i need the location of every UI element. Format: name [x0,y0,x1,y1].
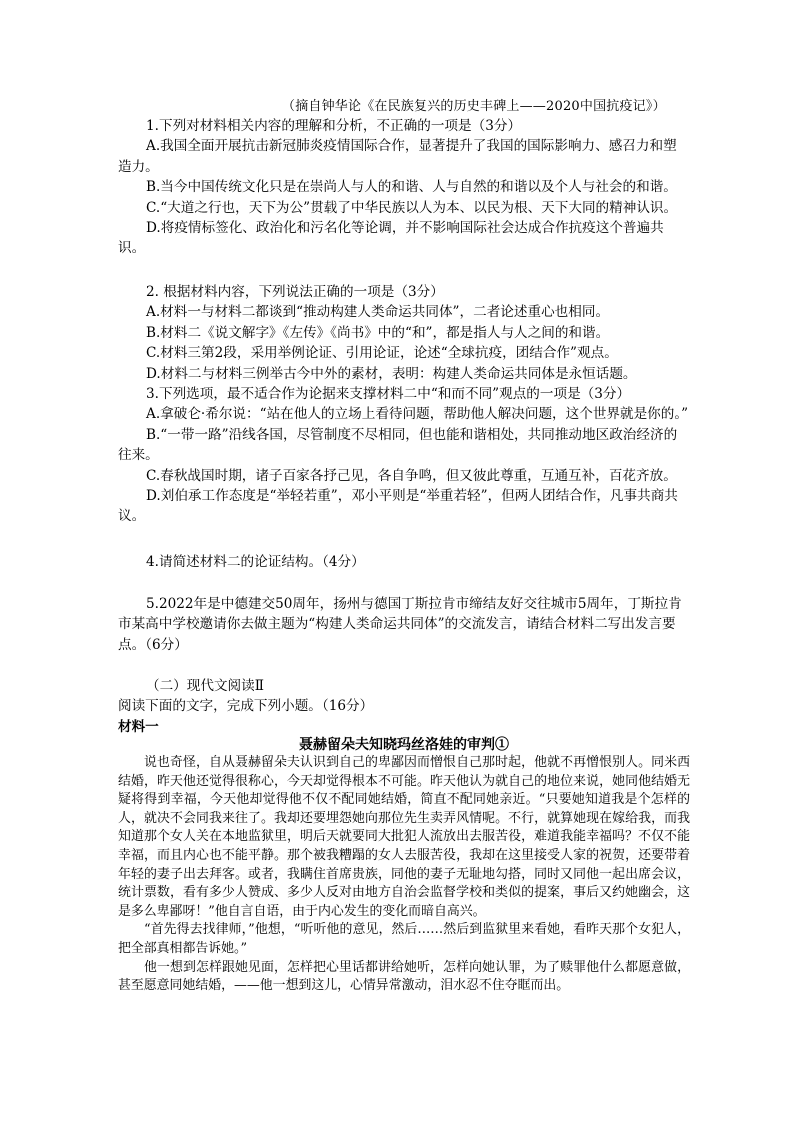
q1-option-b: B.当今中国传统文化只是在崇尚人与人的和谐、人与自然的和谐以及个人与社会的和谐。 [146,179,677,196]
q2-option-b: B.材料二《说文解字》《左传》《尚书》中的“和”，都是指人与人之间的和谐。 [146,324,610,341]
q2-option-a: A.材料一与材料二都谈到“推动构建人类命运共同体”，二者论述重心也相同。 [146,304,610,321]
question-4 [118,552,690,572]
q2-option-c: C.材料三第2段，采用举例论证、引用论证，论述“全球抗疫，团结合作”观点。 [146,345,618,362]
q3-option-a: A.拿破仑·希尔说：“站在他人的立场上看待问题，帮助他人解决问题，这个世界就是你的。” [146,406,689,423]
question-5 [118,594,690,655]
section-2-heading: （二）现代文阅读Ⅱ [146,678,264,694]
story-paragraph-1: 说也奇怪，自从聂赫留朵夫认识到自己的卑鄙因而憎恨自己那时起，他就不再憎恨别人。同米西结婚，昨天他还觉得很称心，今天却觉得根本不可能。昨天他认为就自己的地位来说，她同他结婚无疑将得到幸福，今天他却觉得他不仅不配同她结婚，简直不配同她亲近。“只要她知道我是个怎样的人，就决不会同我来往了。我却还要埋怨她向那位先生卖弄风情呢。不行，就算她现在嫁给我，而我知道那个女人关在本地监狱里，明后天就要同大批犯人流放出去服苦役，难道我能幸福吗？不仅不能幸福，而且内心也不能平静。那个被我糟蹋的女人去服苦役，我却在这里接受人家的祝贺，还要带着年轻的妻子出去拜客。或者，我瞒住首席贵族，同他的妻子无耻地勾搭，同时又同他一起出席会议，统计票数，看有多少人赞成、多少人反对由地方自治会监督学校和类似的提案，事后又约她幽会，这是多么卑鄙呀！”他自言自语，由于内心发生的变化而暗自高兴。 [118,755,690,919]
section-2-header [118,676,690,737]
q1-option-d: D.将疫情标签化、政治化和污名化等论调，并不影响国际社会达成合作抗疫这个普遍共识。 [118,220,664,257]
q5-stem: 5.2022年是中德建交50周年，扬州与德国丁斯拉肯市缔结友好交往城市5周年，丁斯拉肯市某高中学校邀请你去做主题为“构建人类命运共同体”的交流发言，请结合材料二写出发言要点。（6分） [118,596,682,653]
section-2-instruction: 阅读下面的文字，完成下列小题。（16分） [118,698,374,715]
question-3 [118,384,690,527]
material-label: 材料一 [118,718,159,735]
q3-option-b: B.“一带一路”沿线各国，尽管制度不尽相同，但也能和谐相处，共同推动地区政治经济的往来。 [118,426,678,464]
q3-option-d: D.刘伯承工作态度是“举轻若重”，邓小平则是“举重若轻”，但两人团结合作，凡事共商共议。 [118,488,678,525]
story-paragraph-2: “首先得去找律师，”他想，“听听他的意见，然后……然后到监狱里来看她，看昨天那个女犯人，把全部真相都告诉她。” [118,922,690,956]
q4-stem: 4.请简述材料二的论证结构。（4分） [146,554,365,570]
question-1 [118,116,690,259]
q1-stem: 1.下列对材料相关内容的理解和分析，不正确的一项是（3分） [146,118,522,134]
story-paragraph-3: 他一想到怎样跟她见面，怎样把心里话都讲给她听，怎样向她认罪，为了赎罪他什么都愿意做，甚至愿意同她结婚，——他一想到这儿，心情异常激动，泪水忍不住夺眶而出。 [118,959,690,994]
q3-stem: 3.下列选项，最不适合作为论据来支撑材料二中“和而不同”观点的一项是（3分） [146,386,631,402]
source-citation: （摘自钟华论《在民族复兴的历史丰碑上——2020中国抗疫记》） [282,99,666,114]
q2-option-d: D.材料二与材料三例举古今中外的素材，表明：构建人类命运共同体是永恒话题。 [146,365,637,382]
question-2 [118,282,690,384]
q1-option-a: A.我国全面开展抗击新冠肺炎疫情国际合作，显著提升了我国的国际影响力、感召力和塑造力。 [118,138,677,175]
story-title: 聂赫留朵夫知晓玛丝洛娃的审判① [299,737,509,753]
q2-stem: 2. 根据材料内容，下列说法正确的一项是（3分） [146,284,444,300]
q1-option-c: C.“大道之行也，天下为公”贯载了中华民族以人为本、以民为根、天下大同的精神认识。 [146,199,678,216]
q3-option-c: C.春秋战国时期，诸子百家各抒己见，各自争鸣，但又彼此尊重，互通互补，百花齐放。 [146,467,677,484]
story-text [118,754,690,996]
